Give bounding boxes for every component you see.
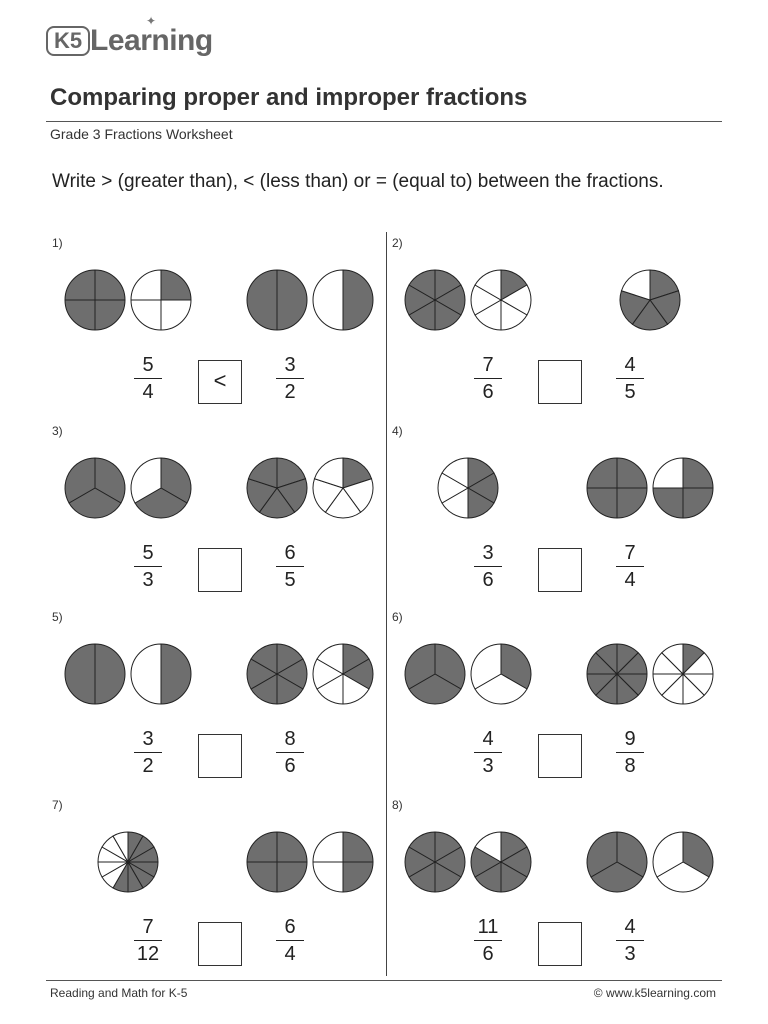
problem-5: [52, 610, 382, 800]
pie-slice: [95, 270, 125, 300]
logo-star-icon: ✦: [146, 14, 157, 28]
denominator: 8: [624, 755, 636, 777]
left-pie-1: [405, 644, 465, 704]
title-divider: [46, 121, 722, 122]
pie-slice: [617, 458, 647, 488]
right-pie-2: [653, 644, 713, 704]
worksheet-subtitle: Grade 3 Fractions Worksheet: [50, 126, 233, 142]
right-pie-1: [247, 270, 307, 330]
fraction-bar: [276, 378, 304, 379]
left-pie-2: [131, 270, 191, 330]
left-pie-1: [65, 270, 125, 330]
fraction-pie-models: [392, 424, 722, 554]
denominator: 5: [624, 381, 636, 403]
right-pie-2: [313, 832, 373, 892]
numerator: 3: [482, 542, 494, 564]
denominator: 3: [624, 943, 636, 965]
pie-slice: [277, 832, 307, 862]
column-divider: [386, 232, 387, 976]
pie-slice: [277, 862, 307, 892]
left-pie-1: [438, 458, 498, 518]
pie-slice: [343, 270, 373, 330]
numerator: 7: [482, 354, 494, 376]
k5-learning-logo: [46, 14, 213, 62]
fraction-bar: [276, 940, 304, 941]
left-fraction: [468, 916, 508, 965]
comparison-answer-box[interactable]: [198, 548, 242, 592]
left-pie-2: [471, 644, 531, 704]
comparison-answer-box[interactable]: <: [198, 360, 242, 404]
right-fraction: [610, 354, 650, 403]
pie-slice: [247, 270, 277, 330]
pie-slice: [683, 458, 713, 488]
problem-number: 7): [52, 798, 63, 812]
fraction-bar: [276, 752, 304, 753]
instructions-text: Write > (greater than), < (less than) or = (equal to) between the fractions.: [52, 171, 664, 192]
left-fraction: [468, 728, 508, 777]
problem-number: 5): [52, 610, 63, 624]
pie-slice: [313, 862, 343, 892]
problem-8: [392, 798, 722, 988]
fraction-bar: [474, 566, 502, 567]
logo-k5-mark: K5: [46, 26, 90, 56]
problem-number: 8): [392, 798, 403, 812]
pie-slice: [343, 862, 373, 892]
numerator: 9: [624, 728, 636, 750]
left-pie-1: [405, 270, 465, 330]
pie-slice: [65, 270, 95, 300]
pie-slice: [653, 488, 683, 518]
denominator: 6: [482, 943, 494, 965]
left-pie-2: [471, 832, 531, 892]
page-title: Comparing proper and improper fractions: [50, 84, 528, 111]
right-pie-2: [653, 832, 713, 892]
comparison-answer-box[interactable]: [538, 922, 582, 966]
numerator: 4: [482, 728, 494, 750]
left-pie-1: [98, 832, 158, 892]
pie-slice: [95, 300, 125, 330]
numerator: 7: [142, 916, 154, 938]
left-fraction: [128, 916, 168, 965]
pie-slice: [683, 488, 713, 518]
right-pie-1: [587, 644, 647, 704]
denominator: 5: [284, 569, 296, 591]
numerator: 4: [624, 354, 636, 376]
left-pie-2: [131, 644, 191, 704]
numerator: 6: [284, 542, 296, 564]
pie-slice: [65, 644, 95, 704]
denominator: 4: [624, 569, 636, 591]
footer-website: © www.k5learning.com: [593, 986, 716, 1000]
left-fraction: [468, 354, 508, 403]
comparison-answer-box[interactable]: [538, 734, 582, 778]
fraction-bar: [474, 940, 502, 941]
right-pie-1: [620, 270, 680, 330]
comparison-answer-box[interactable]: [198, 922, 242, 966]
right-fraction: [610, 728, 650, 777]
pie-slice: [617, 488, 647, 518]
denominator: 6: [482, 569, 494, 591]
right-pie-1: [587, 832, 647, 892]
right-fraction: [610, 916, 650, 965]
denominator: 2: [284, 381, 296, 403]
pie-slice: [65, 300, 95, 330]
problem-4: [392, 424, 722, 614]
fraction-bar: [474, 752, 502, 753]
numerator: 6: [284, 916, 296, 938]
problem-number: 3): [52, 424, 63, 438]
pie-slice: [161, 270, 191, 300]
numerator: 3: [142, 728, 154, 750]
pie-slice: [247, 862, 277, 892]
right-pie-1: [247, 458, 307, 518]
logo-wordmark: Learning: [90, 24, 213, 57]
denominator: 6: [284, 755, 296, 777]
numerator: 4: [624, 916, 636, 938]
problem-6: [392, 610, 722, 800]
numerator: 5: [142, 354, 154, 376]
footer-divider: [46, 980, 722, 981]
right-fraction: [610, 542, 650, 591]
pie-slice: [131, 644, 161, 704]
fraction-pie-models: [52, 798, 382, 928]
denominator: 2: [142, 755, 154, 777]
right-pie-2: [313, 644, 373, 704]
fraction-bar: [134, 752, 162, 753]
pie-slice: [313, 270, 343, 330]
denominator: 3: [142, 569, 154, 591]
fraction-bar: [616, 378, 644, 379]
pie-slice: [131, 270, 161, 300]
pie-slice: [247, 832, 277, 862]
denominator: 4: [284, 943, 296, 965]
fraction-pie-models: [392, 798, 722, 928]
problem-3: [52, 424, 382, 614]
fraction-pie-models: [52, 610, 382, 740]
fraction-pie-models: [392, 236, 722, 366]
numerator: 8: [284, 728, 296, 750]
problem-number: 6): [392, 610, 403, 624]
numerator: 11: [477, 916, 499, 938]
fraction-bar: [134, 378, 162, 379]
fraction-bar: [616, 752, 644, 753]
left-pie-2: [131, 458, 191, 518]
right-fraction: [270, 354, 310, 403]
problem-number: 1): [52, 236, 63, 250]
denominator: 4: [142, 381, 154, 403]
right-pie-2: [653, 458, 713, 518]
right-fraction: [270, 728, 310, 777]
numerator: 7: [624, 542, 636, 564]
fraction-bar: [134, 940, 162, 941]
denominator: 3: [482, 755, 494, 777]
right-pie-1: [587, 458, 647, 518]
right-pie-1: [247, 644, 307, 704]
left-pie-1: [65, 458, 125, 518]
pie-slice: [313, 832, 343, 862]
pie-slice: [131, 300, 161, 330]
fraction-pie-models: [392, 610, 722, 740]
problem-2: [392, 236, 722, 426]
problem-7: [52, 798, 382, 988]
pie-slice: [161, 300, 191, 330]
fraction-pie-models: [52, 236, 382, 366]
right-fraction: [270, 542, 310, 591]
pie-slice: [587, 458, 617, 488]
pie-slice: [277, 270, 307, 330]
right-pie-2: [313, 458, 373, 518]
pie-slice: [587, 488, 617, 518]
left-fraction: [128, 354, 168, 403]
comparison-answer-box[interactable]: [538, 360, 582, 404]
problem-number: 2): [392, 236, 403, 250]
pie-slice: [95, 644, 125, 704]
fraction-bar: [616, 566, 644, 567]
right-pie-2: [313, 270, 373, 330]
pie-slice: [343, 832, 373, 862]
left-fraction: [128, 728, 168, 777]
problem-1: [52, 236, 382, 426]
pie-slice: [653, 458, 683, 488]
denominator: 12: [136, 943, 160, 965]
denominator: 6: [482, 381, 494, 403]
right-pie-1: [247, 832, 307, 892]
right-fraction: [270, 916, 310, 965]
pie-slice: [161, 644, 191, 704]
left-pie-1: [405, 832, 465, 892]
left-pie-1: [65, 644, 125, 704]
fraction-pie-models: [52, 424, 382, 554]
left-fraction: [468, 542, 508, 591]
problem-number: 4): [392, 424, 403, 438]
comparison-answer-box[interactable]: [538, 548, 582, 592]
numerator: 3: [284, 354, 296, 376]
fraction-bar: [276, 566, 304, 567]
numerator: 5: [142, 542, 154, 564]
fraction-bar: [474, 378, 502, 379]
left-pie-2: [471, 270, 531, 330]
footer-tagline: Reading and Math for K-5: [50, 986, 188, 1000]
fraction-bar: [616, 940, 644, 941]
left-fraction: [128, 542, 168, 591]
comparison-answer-box[interactable]: [198, 734, 242, 778]
fraction-bar: [134, 566, 162, 567]
